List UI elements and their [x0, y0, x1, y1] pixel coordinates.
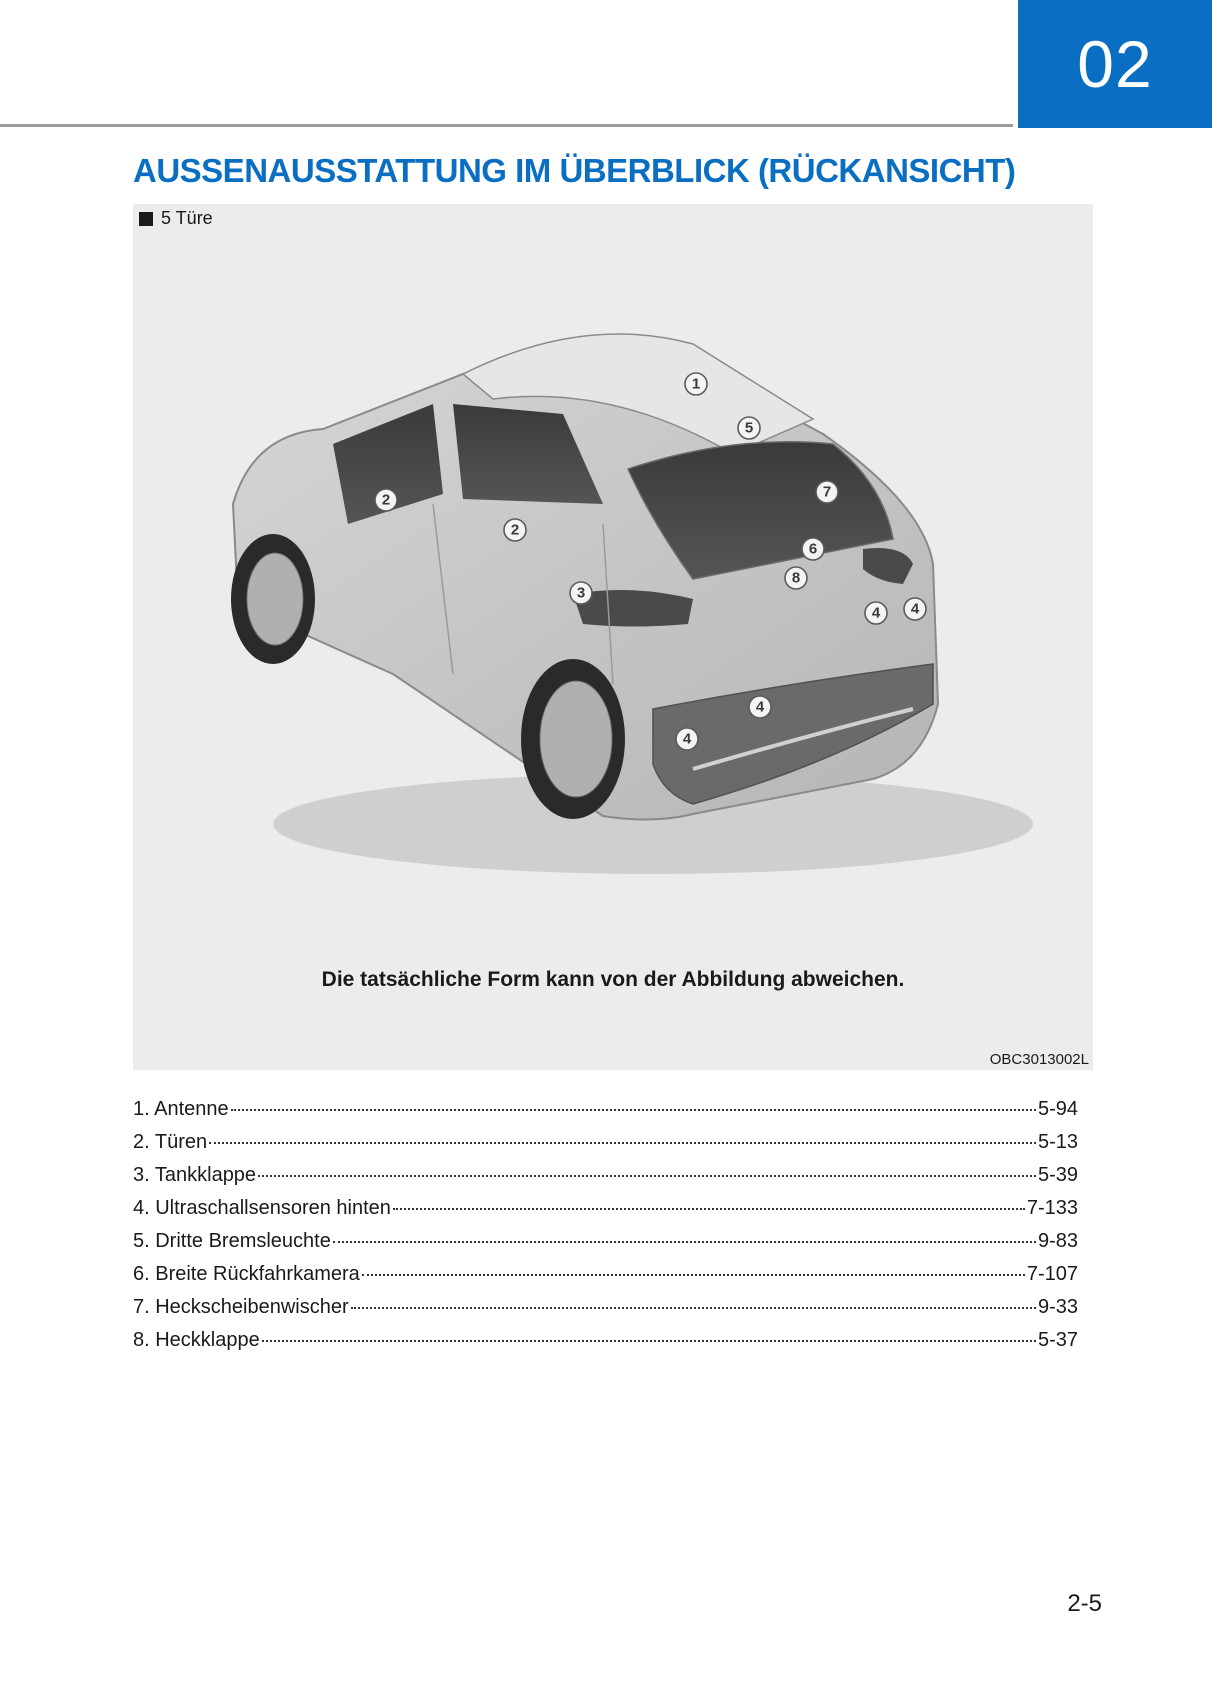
callout-8	[785, 567, 807, 589]
wheel-front-rim	[247, 553, 303, 645]
callout-4-right-outer	[904, 598, 926, 620]
leader-dots	[258, 1175, 1036, 1177]
svg-text:8: 8	[791, 569, 801, 587]
callout-4-center	[749, 696, 771, 718]
callout-5	[738, 417, 760, 439]
figure-code: OBC3013002L	[989, 1051, 1089, 1068]
svg-text:3: 3	[576, 584, 586, 602]
index-label: 6. Breite Rückfahrkamera	[133, 1263, 360, 1285]
figure-caption: Die tatsächliche Form kann von der Abbildung abweichen.	[321, 968, 905, 991]
index-page-ref: 9-83	[1037, 1230, 1078, 1252]
car-rear-illustration	[133, 204, 1093, 964]
index-item	[133, 1230, 1078, 1263]
leader-dots	[262, 1340, 1036, 1342]
index-page-ref: 7-133	[1026, 1197, 1078, 1219]
index-page-ref: 5-94	[1037, 1098, 1078, 1120]
index-item	[133, 1131, 1078, 1164]
callout-2-rear-door	[504, 519, 526, 541]
index-page-ref: 5-13	[1037, 1131, 1078, 1153]
index-label: 7. Heckscheibenwischer	[133, 1296, 349, 1318]
leader-dots	[351, 1307, 1036, 1309]
callout-7	[816, 481, 838, 503]
header-rule	[0, 124, 1013, 127]
leader-dots	[393, 1208, 1025, 1210]
index-item	[133, 1164, 1078, 1197]
index-item	[133, 1098, 1078, 1131]
page-number: 2-5	[1067, 1590, 1102, 1617]
svg-text:4: 4	[871, 604, 881, 622]
index-label: 5. Dritte Bremsleuchte	[133, 1230, 331, 1252]
index-label: 3. Tankklappe	[133, 1164, 257, 1186]
index-page-ref: 5-37	[1037, 1329, 1078, 1351]
vehicle-figure	[133, 204, 1093, 1070]
svg-text:2: 2	[381, 491, 391, 509]
callout-3	[570, 582, 592, 604]
svg-text:6: 6	[808, 540, 818, 558]
index-label: 2. Türen	[133, 1131, 208, 1153]
index-label: 4. Ultraschallsensoren hinten	[133, 1197, 391, 1219]
index-label: 1. Antenne	[133, 1098, 229, 1120]
callout-1	[685, 373, 707, 395]
index-item	[133, 1329, 1078, 1362]
svg-text:7: 7	[822, 483, 832, 501]
callout-6	[802, 538, 824, 560]
svg-text:5: 5	[744, 419, 754, 437]
svg-text:4: 4	[755, 698, 765, 716]
leader-dots	[231, 1109, 1036, 1111]
svg-text:4: 4	[910, 600, 920, 618]
leader-dots	[209, 1142, 1036, 1144]
leader-dots	[333, 1241, 1036, 1243]
index-item	[133, 1263, 1078, 1296]
index-page-ref: 7-107	[1026, 1263, 1078, 1285]
callout-4-right-inner	[865, 602, 887, 624]
callout-4-left	[676, 728, 698, 750]
index-label: 8. Heckklappe	[133, 1329, 260, 1351]
index-page-ref: 5-39	[1037, 1164, 1078, 1186]
svg-text:1: 1	[691, 375, 701, 393]
component-index	[133, 1098, 1078, 1362]
wheel-rear-rim	[540, 681, 612, 797]
leader-dots	[362, 1274, 1025, 1276]
index-page-ref: 9-33	[1037, 1296, 1078, 1318]
page-title: AUSSENAUSSTATTUNG IM ÜBERBLICK (RÜCKANSICHT)	[133, 152, 1016, 189]
index-item	[133, 1296, 1078, 1329]
index-item	[133, 1197, 1078, 1230]
svg-text:4: 4	[682, 730, 692, 748]
figure-label-text: 5 Türe	[161, 208, 213, 228]
callout-2-front-door	[375, 489, 397, 511]
chapter-tab: 02	[1018, 0, 1212, 128]
svg-text:2: 2	[510, 521, 520, 539]
